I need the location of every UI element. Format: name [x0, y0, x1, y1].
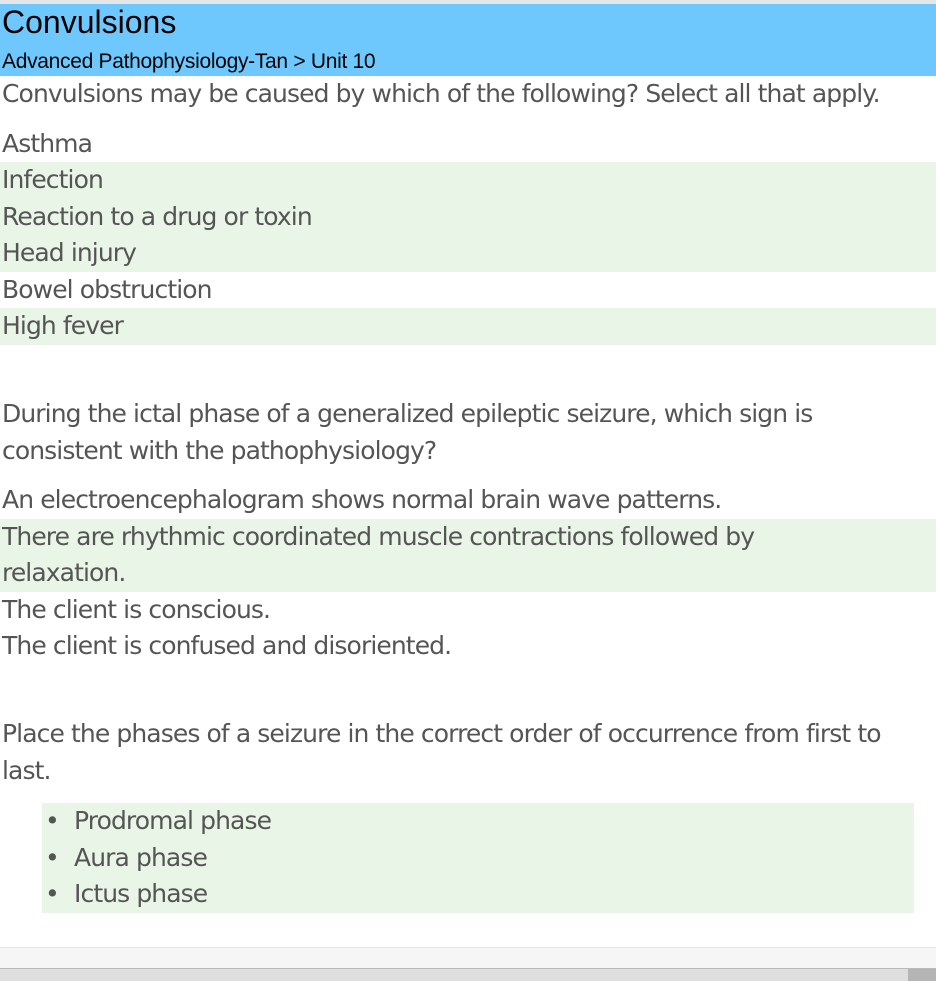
deck-header — [0, 4, 936, 76]
question-card — [0, 396, 936, 665]
bullet-icon: • — [45, 879, 59, 909]
answer-option-correct: Infection — [0, 162, 936, 199]
question-list — [0, 76, 936, 913]
ordered-item: • Aura phase — [42, 840, 914, 877]
bullet-icon: • — [45, 842, 59, 872]
question-prompt: During the ictal phase of a generalized epileptic seizure, which sign is consistent with the pathophysiology? — [2, 399, 813, 465]
ordered-answer-list — [42, 803, 914, 913]
answer-option-correct: High fever — [0, 308, 936, 345]
answer-options — [0, 126, 936, 346]
answer-option-correct: Reaction to a drug or toxin — [0, 199, 936, 236]
answer-option-correct: Head injury — [0, 235, 936, 272]
answer-option-correct: There are rhythmic coordinated muscle contractions followed by relaxation. — [0, 519, 936, 592]
answer-option: Asthma — [2, 128, 93, 158]
answer-option: An electroencephalogram shows normal brain wave patterns. — [2, 485, 722, 515]
spacer — [0, 665, 936, 716]
answer-option: The client is conscious. — [2, 594, 271, 624]
question-prompt: Place the phases of a seizure in the correct order of occurrence from first to last. — [2, 719, 881, 785]
answer-options — [0, 482, 936, 665]
answer-option: The client is confused and disoriented. — [2, 631, 452, 661]
question-card — [0, 76, 936, 345]
answer-option: Bowel obstruction — [2, 274, 212, 304]
scrollbar-thumb[interactable] — [908, 969, 936, 981]
question-card — [0, 716, 936, 913]
ordered-item: • Ictus phase — [42, 876, 914, 913]
question-prompt: Convulsions may be caused by which of the following? Select all that apply. — [2, 79, 880, 108]
ordered-item: • Prodromal phase — [42, 803, 914, 840]
spacer — [0, 345, 936, 396]
breadcrumb[interactable]: Advanced Pathophysiology-Tan > Unit 10 — [2, 50, 376, 73]
page-title: Convulsions — [2, 4, 177, 40]
bottom-toolbar — [0, 947, 936, 969]
bullet-icon: • — [45, 806, 59, 836]
horizontal-scrollbar[interactable] — [0, 968, 936, 981]
